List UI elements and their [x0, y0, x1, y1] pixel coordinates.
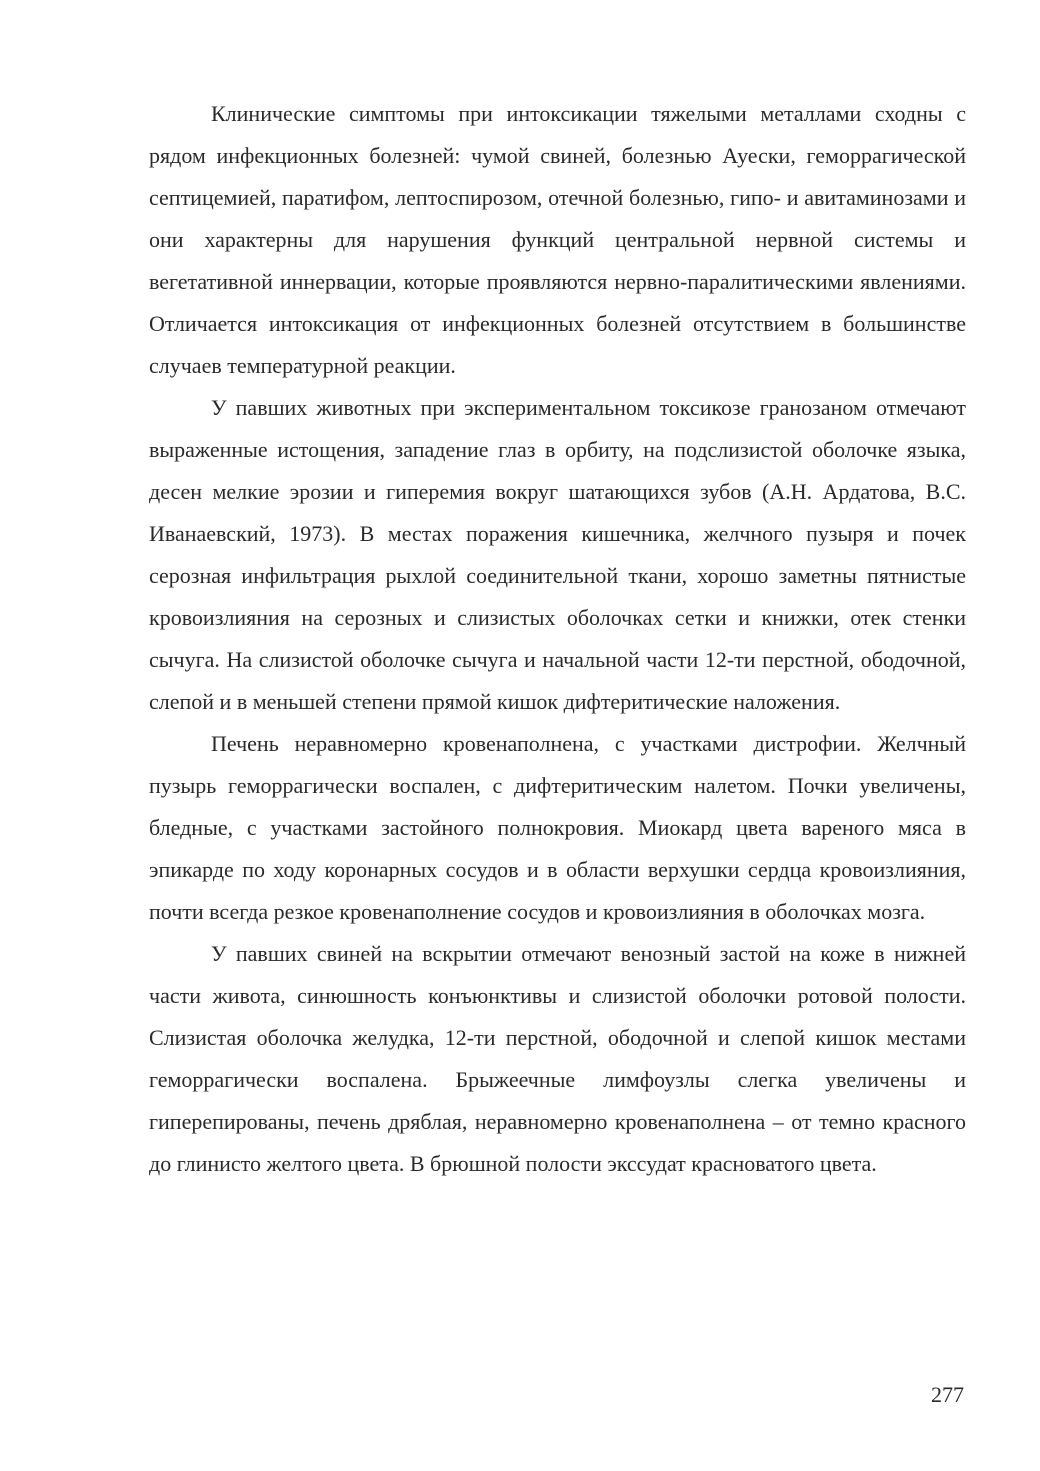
body-text [149, 93, 966, 1185]
page-number: 277 [931, 1382, 964, 1407]
paragraph-3: Печень неравномерно кровенаполнена, с участками дистрофии. Желчный пузырь геморрагически воспален, с дифтеритическим налетом. Почки увеличены, бледные, с участками застойного полнокровия. Миокард цвета вареного мяса в эпикарде по ходу коронарных сосудов и в области верхушки сердца кровоизлияния, почти всегда резкое кровенаполнение сосудов и кровоизлияния в оболочках мозга. [149, 731, 966, 924]
paragraph-1: Клинические симптомы при интоксикации тяжелыми металлами сходны с рядом инфекционных болезней: чумой свиней, болезнью Ауески, геморрагической септицемией, паратифом, лептоспирозом, отечной болезнью, гипо- и авитаминозами и они характерны для нарушения функций центральной нервной системы и вегетативной иннервации, которые проявляются нервно-паралитическими явлениями. Отличается интоксикация от инфекционных болезней отсутствием в большинстве случаев температурной реакции. [149, 101, 966, 378]
paragraph-4: У павших свиней на вскрытии отмечают венозный застой на коже в нижней части живота, синюшность конъюнктивы и слизистой оболочки ротовой полости. Слизистая оболочка желудка, 12-ти перстной, ободочной и слепой кишок местами геморрагически воспалена. Брыжеечные лимфоузлы слегка увеличены и гиперепированы, печень дряблая, неравномерно кровенаполнена – от темно красного до глинисто желтого цвета. В брюшной полости экссудат красноватого цвета. [149, 941, 966, 1176]
paragraph-2: У павших животных при экспериментальном токсикозе гранозаном отмечают выраженные истощения, западение глаз в орбиту, на подслизистой оболочке языка, десен мелкие эрозии и гиперемия вокруг шатающихся зубов (А.Н. Ардатова, В.С. Иванаевский, 1973). В местах поражения кишечника, желчного пузыря и почек серозная инфильтрация рыхлой соединительной ткани, хорошо заметны пятнистые кровоизлияния на серозных и слизистых оболочках сетки и книжки, отек стенки сычуга. На слизистой оболочке сычуга и начальной части 12-ти перстной, ободочной, слепой и в меньшей степени прямой кишок дифтеритические наложения. [149, 395, 966, 714]
